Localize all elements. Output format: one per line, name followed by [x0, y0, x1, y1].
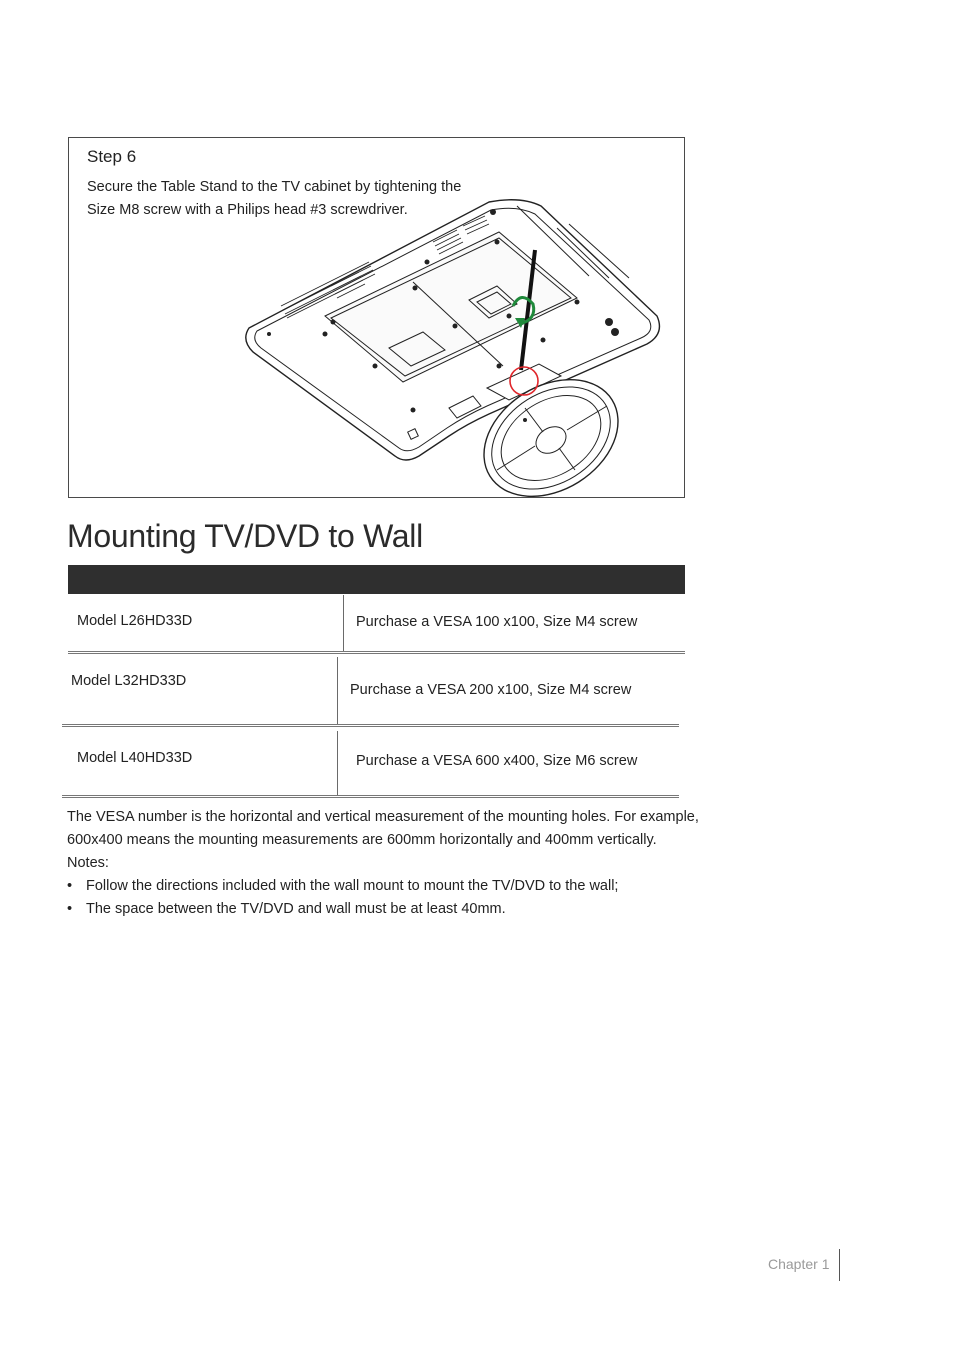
model-cell-2: Model L32HD33D: [71, 673, 187, 689]
note-item: [67, 901, 506, 917]
model-cell-1: Model L26HD33D: [77, 613, 193, 629]
column-divider: [343, 595, 344, 651]
note-text: Follow the directions included with the wall mount to mount the TV/DVD to the wall;: [86, 878, 619, 894]
bullet-icon: •: [67, 901, 73, 917]
tv-stand-illustration: [69, 138, 685, 498]
instruction-cell-1: Purchase a VESA 100 x100, Size M4 screw: [356, 614, 638, 630]
row-divider: [62, 795, 679, 798]
instruction-cell-3: Purchase a VESA 600 x400, Size M6 screw: [356, 753, 638, 769]
row-divider: [62, 724, 679, 727]
notes-label: Notes:: [67, 855, 109, 871]
note-text: The space between the TV/DVD and wall must be at least 40mm.: [86, 901, 506, 917]
model-cell-3: Model L40HD33D: [77, 750, 193, 766]
chapter-label: Chapter 1: [768, 1256, 830, 1272]
vesa-description: The VESA number is the horizontal and vertical measurement of the mounting holes. For example, 600x400 means the mounting measurements are 600mm horizontally and 400mm vertically.: [67, 809, 699, 848]
footer-divider: [839, 1249, 840, 1281]
section-title: Mounting TV/DVD to Wall: [67, 518, 423, 554]
note-item: [67, 878, 618, 894]
step-box: [68, 137, 685, 498]
table-header-bar: [68, 565, 685, 594]
instruction-cell-2: Purchase a VESA 200 x100, Size M4 screw: [350, 682, 632, 698]
step-title: Step 6: [87, 147, 137, 166]
column-divider: [337, 731, 338, 795]
bullet-icon: •: [67, 878, 73, 894]
row-divider: [68, 651, 685, 654]
step-instructions: Secure the Table Stand to the TV cabinet by tightening the Size M8 screw with a Philips head #3 screwdriver.: [87, 179, 462, 218]
column-divider: [337, 657, 338, 724]
